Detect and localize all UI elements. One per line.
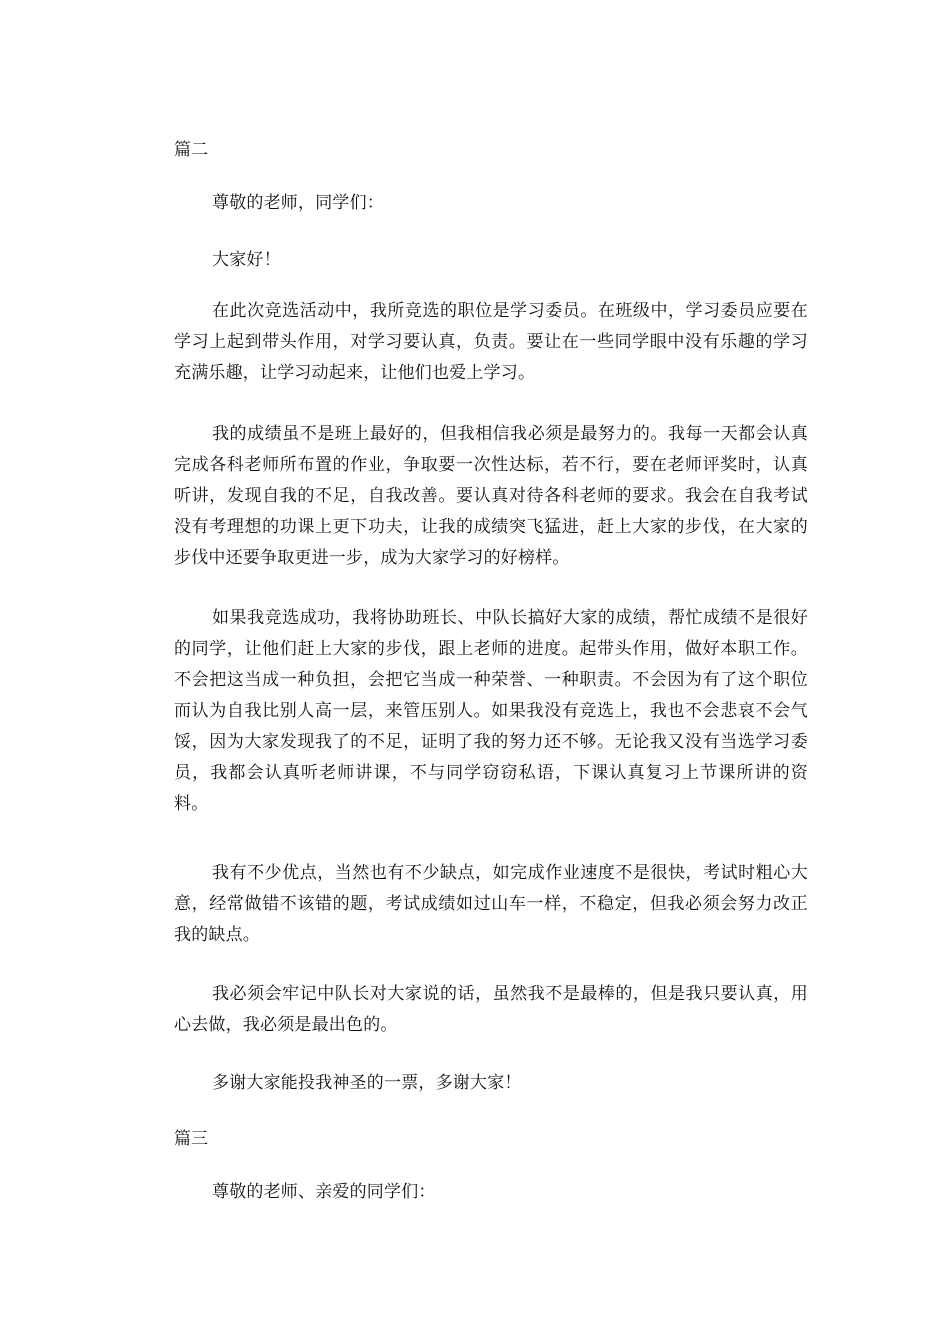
- greeting-paragraph-3: 尊敬的老师、亲爱的同学们：: [212, 1182, 436, 1202]
- section-heading-2: 篇二: [174, 140, 208, 160]
- closing-paragraph: 多谢大家能投我神圣的一票，多谢大家！: [212, 1073, 522, 1093]
- body-paragraph-2: 我的成绩虽不是班上最好的，但我相信我必须是最努力的。我每一天都会认真完成各科老师所布置的作业，争取要一次性达标，若不行，要在老师评奖时，认真听讲，发现自我的不足，自我改善。要认真对待各科老师的要求。我会在自我考试没有考理想的功课上更下功夫，让我的成绩突飞猛进，赶上大家的步伐，在大家的步伐中还要争取更进一步，成为大家学习的好榜样。: [174, 424, 808, 568]
- hello-paragraph: 大家好！: [212, 250, 281, 270]
- body-paragraph-3: 如果我竞选成功，我将协助班长、中队长搞好大家的成绩，帮忙成绩不是很好的同学，让他们赶上大家的步伐，跟上老师的进度。起带头作用，做好本职工作。不会把这当成一种负担，会把它当成一种荣誉、一种职责。不会因为有了这个职位而认为自我比别人高一层，来管压别人。如果我没有竞选上，我也不会悲哀不会气馁，因为大家发现我了的不足，证明了我的努力还不够。无论我又没有当选学习委员，我都会认真听老师讲课，不与同学窃窃私语，下课认真复习上节课所讲的资料。: [174, 608, 808, 814]
- body-paragraph-1: 在此次竞选活动中，我所竞选的职位是学习委员。在班级中，学习委员应要在学习上起到带头作用，对学习要认真，负责。要让在一些同学眼中没有乐趣的学习充满乐趣，让学习动起来，让他们也爱上学习。: [174, 301, 808, 383]
- section-heading-3: 篇三: [174, 1129, 208, 1149]
- body-paragraph-4: 我有不少优点，当然也有不少缺点，如完成作业速度不是很快，考试时粗心大意，经常做错不该错的题，考试成绩如过山车一样，不稳定，但我必须会努力改正我的缺点。: [174, 863, 808, 945]
- body-paragraph-5: 我必须会牢记中队长对大家说的话，虽然我不是最棒的，但是我只要认真，用心去做，我必须是最出色的。: [174, 984, 808, 1035]
- greeting-paragraph: 尊敬的老师，同学们：: [212, 193, 384, 213]
